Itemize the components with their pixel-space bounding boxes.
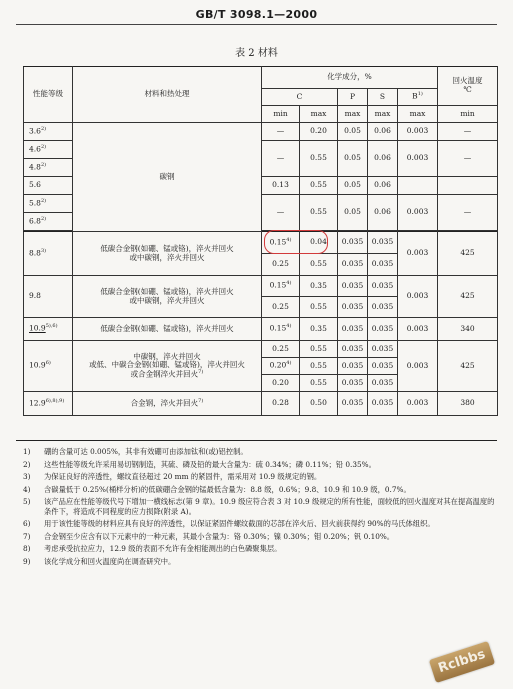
material-carbon-steel: 碳钢 <box>73 123 262 232</box>
material-cell: 中碳钢，淬火并回火 或低、中碳合金钢(如硼、锰或铬)，淬火并回火 或合金钢淬火并回火$^{7)}$ <box>73 341 262 392</box>
grade-cell: 5.6 <box>24 177 73 195</box>
footnote: 6) 用于该性能等级的材料应具有良好的淬透性，以保证紧固件螺纹截面的芯部在淬火后、回火前获得约 90%的马氏体组织。 <box>23 519 435 529</box>
table-row: 3.6$^{2)}$ 碳钢 — 0.20 0.05 0.06 0.003 — <box>24 123 498 141</box>
table-row: 0.25 0.55 0.035 0.035 <box>24 254 498 276</box>
b-max-label: max <box>398 106 438 123</box>
footnote: 5) 该产品应在性能等级代号下增加一横线标志(第 9 章)。10.9 级应符合表 3 对 10.9 级规定的所有性能，面较低的回火温度对其在提高温度的条件下，将造成不同程度的应力损降(附录 A)。 <box>23 497 495 516</box>
footnote: 4) 含碳量低于 0.25%(桶样分析)的低碳硼合金钢的锰最低含量为：8.8 级，0.6%；9.8、10.9 和 10.9 级，0.7%。 <box>23 484 411 494</box>
c-max-label: max <box>300 106 338 123</box>
grade-cell: 4.8$^{2)}$ <box>24 159 73 177</box>
footnote: 3) 为保证良好的淬透性，螺纹直径超过 20 mm 的紧固件，需采用对 10.9 级规定的钢。 <box>23 472 322 482</box>
table-row: 4.6$^{2)}$ — 0.55 0.05 0.06 0.003 — <box>24 141 498 159</box>
watermark-logo: Rclbbs <box>429 641 495 683</box>
col-header-material: 材料和热处理 <box>73 67 262 123</box>
temper-label: 回火温度 <box>452 76 483 86</box>
table-row: 0.20 0.55 0.035 0.035 <box>24 375 498 392</box>
material-cell: 低碳合金钢(如硼、锰或铬)，淬火并回火 或中碳钢，淬火并回火 <box>73 276 262 318</box>
p-max-label: max <box>338 106 368 123</box>
standard-header: GB/T 3098.1—2000 <box>195 8 318 21</box>
grade-cell: 8.8$^{3)}$ <box>24 232 73 276</box>
col-header-p: P <box>338 89 368 106</box>
table-row: $10.9^{5),6)}$ 低碳合金钢(如硼、锰或铬)，淬火并回火 0.15$^{4)}$ 0.35 0.035 0.035 0.003 340 <box>24 318 498 341</box>
footnote: 9) 该化学成分和回火温度尚在调查研究中。 <box>23 556 176 566</box>
temper-unit: ℃ <box>463 85 472 94</box>
header-rule <box>16 24 497 25</box>
materials-table <box>23 66 498 416</box>
grade-cell: 4.6$^{2)}$ <box>24 141 73 159</box>
footnote: 7) 合金钢至少应含有以下元素中的一种元素，其最小含量为：铬 0.30%；镍 0.30%；钼 0.20%；钒 0.10%。 <box>23 531 395 541</box>
footnote: 8) 考虑承受抗拉应力，12.9 级的表面不允许有金相能测出的白色磷聚集层。 <box>23 544 282 554</box>
footnote: 1) 硼的含量可达 0.005%，其非有效硼可由添加钛和(或)铝控制。 <box>23 447 248 456</box>
table-row: 9.8 低碳合金钢(如硼、锰或铬)，淬火并回火 或中碳钢，淬火并回火 0.15$^{4)}$ 0.35 0.035 0.035 0.003 425 <box>24 276 498 297</box>
table-row: 0.25 0.55 0.035 0.035 <box>24 297 498 318</box>
table-title: 表 2 材料 <box>235 48 278 59</box>
table-row: 10.9$^{6)}$ 中碳钢，淬火并回火 或低、中碳合金钢(如硼、锰或铬)，淬火并回火 或合金钢淬火并回火$^{7)}$ 0.25 0.55 0.035 0.035 0.003 425 <box>24 341 498 358</box>
table-row: $12.9^{6),8),9)}$ 合金钢，淬火并回火$^{7)}$ 0.28 0.50 0.035 0.035 0.003 380 <box>24 392 498 416</box>
material-cell: 合金钢，淬火并回火$^{7)}$ <box>73 392 262 416</box>
table-row: 8.8$^{3)}$ 低碳合金钢(如硼、锰或铬)，淬火并回火 或中碳钢，淬火并回火 0.15$^{4)}$ 0.04 0.035 0.035 0.003 425 <box>24 232 498 254</box>
grade-cell: $12.9^{6),8),9)}$ <box>24 392 73 416</box>
table-row: 5.8$^{2)}$ — 0.55 0.05 0.06 0.003 — <box>24 195 498 213</box>
table-row: 0.20$^{4)}$ 0.55 0.035 0.035 <box>24 358 498 375</box>
col-header-b: $B^{1)}$ <box>398 89 438 106</box>
temper-min-label: min <box>438 106 498 123</box>
red-highlight-circle <box>264 230 328 254</box>
grade-cell: 5.8$^{2)}$ <box>24 195 73 213</box>
grade-cell: $10.9^{5),6)}$ <box>24 318 73 341</box>
col-header-temper <box>438 67 498 106</box>
grade-cell: 3.6$^{2)}$ <box>24 123 73 141</box>
col-header-grade: 性能等级 <box>24 67 73 123</box>
col-header-s: S <box>368 89 398 106</box>
grade-cell: 6.8$^{2)}$ <box>24 213 73 231</box>
grade-cell: 9.8 <box>24 276 73 318</box>
col-header-c: C <box>262 89 338 106</box>
c-min-label: min <box>262 106 300 123</box>
grade-cell: 10.9$^{6)}$ <box>24 341 73 392</box>
col-header-chem: 化学成分，% <box>262 67 438 89</box>
footnotes <box>16 440 497 570</box>
s-max-label: max <box>368 106 398 123</box>
table-row: 5.6 0.13 0.55 0.05 0.06 <box>24 177 498 195</box>
material-cell: 低碳合金钢(如硼、锰或铬)，淬火并回火 或中碳钢，淬火并回火 <box>73 232 262 276</box>
material-cell: 低碳合金钢(如硼、锰或铬)，淬火并回火 <box>73 318 262 341</box>
footnote: 2) 这些性能等级允许采用易切钢制造，其硫、磷及铅的最大含量为：硫 0.34%；磷 0.11%；铅 0.35%。 <box>23 459 376 469</box>
